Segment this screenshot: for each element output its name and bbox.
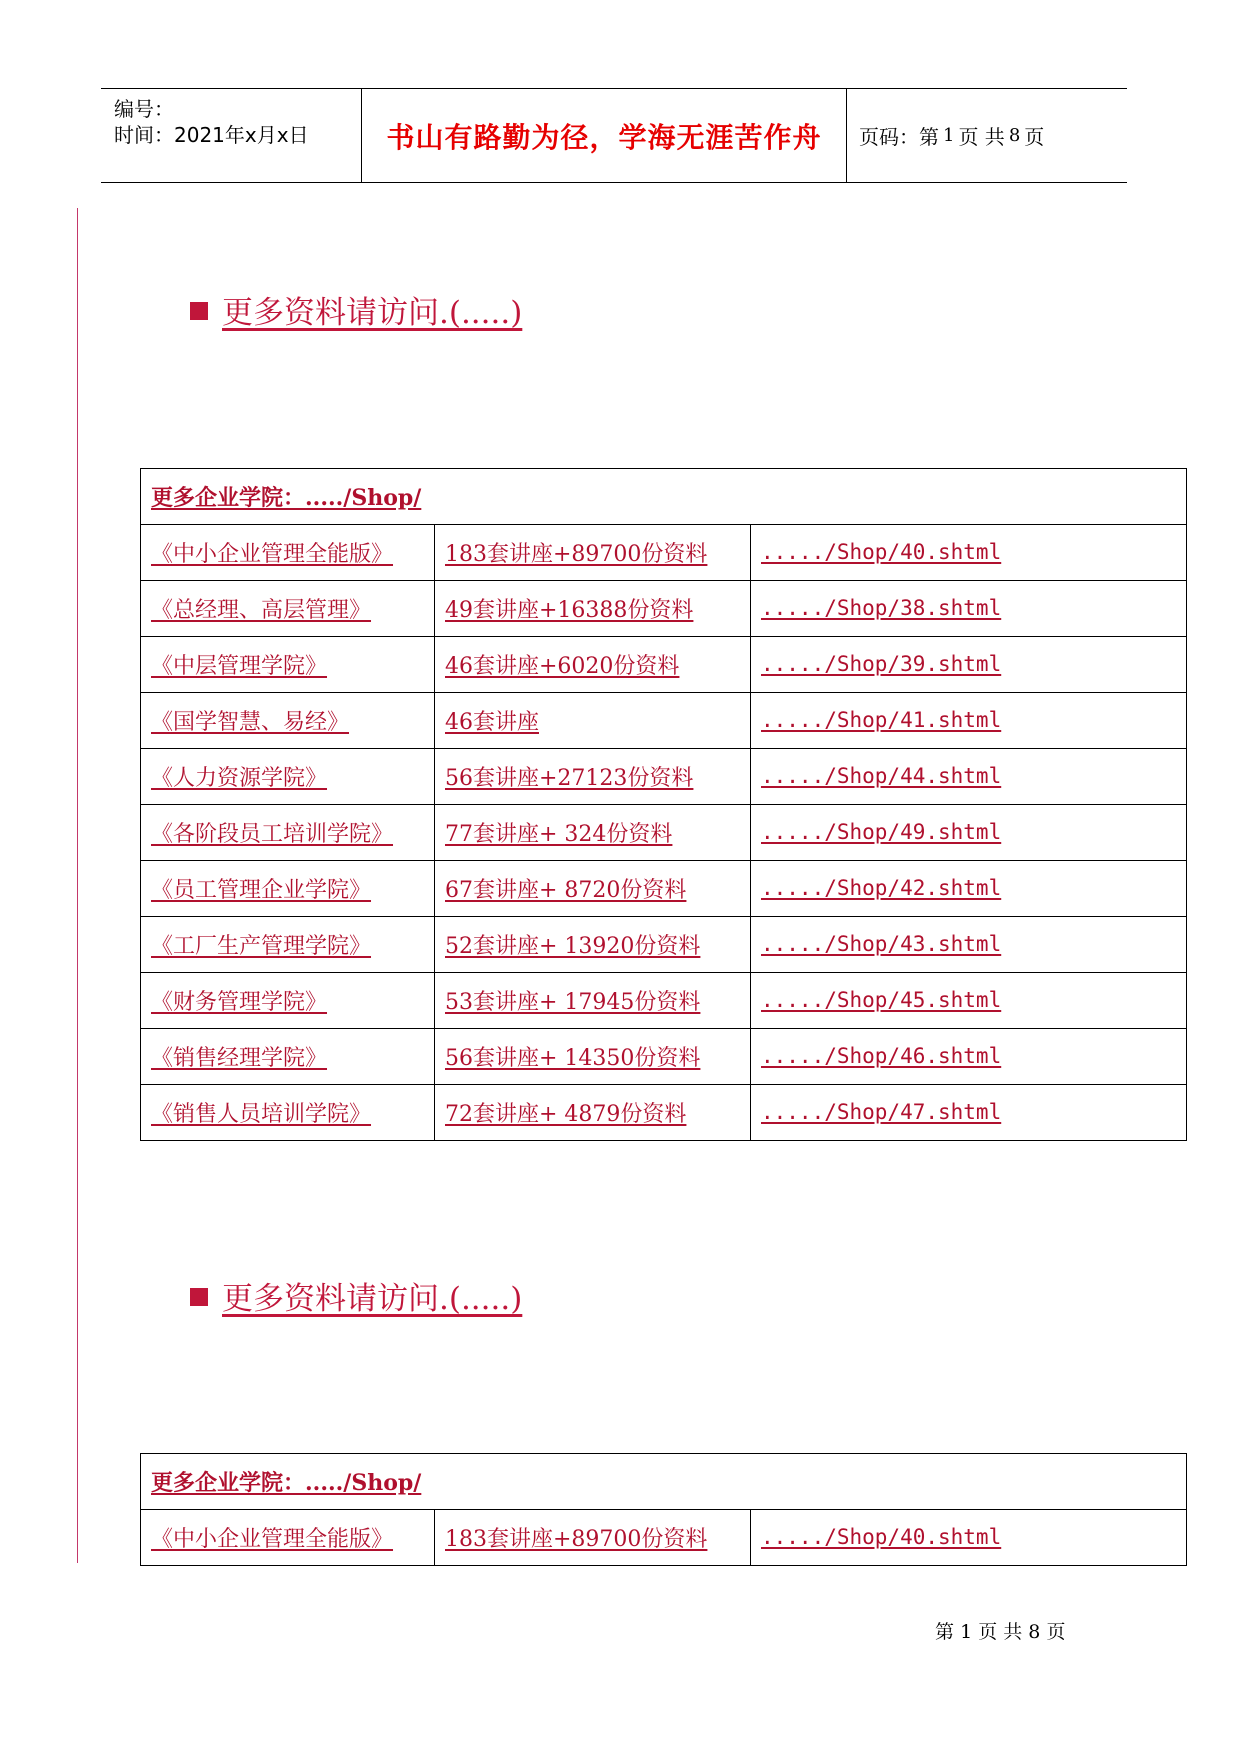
course-name-link[interactable]: 《总经理、高层管理》 — [151, 598, 372, 623]
course-name-link[interactable]: 《人力资源学院》 — [151, 766, 328, 791]
course-url-cell[interactable] — [751, 1085, 1187, 1141]
course-count-link[interactable]: 183套讲座+89700份资料 — [445, 542, 708, 567]
table-row — [141, 581, 1187, 637]
course-rows — [141, 1510, 1187, 1566]
course-name-cell[interactable] — [141, 749, 435, 805]
course-url-link[interactable]: ...../Shop/43.shtml — [761, 932, 1002, 956]
table-header-cell[interactable] — [141, 1454, 1187, 1510]
course-count-link[interactable]: 46套讲座 — [445, 710, 539, 735]
course-name-cell[interactable] — [141, 917, 435, 973]
date-label: 时间：2021年x月x日 — [114, 123, 309, 147]
course-count-link[interactable]: 72套讲座+ 4879份资料 — [445, 1102, 687, 1127]
course-name-link[interactable]: 《中小企业管理全能版》 — [151, 542, 394, 567]
table-row — [141, 637, 1187, 693]
course-count-cell[interactable] — [435, 861, 751, 917]
footer-current: 1 — [960, 1621, 973, 1643]
course-table-2 — [140, 1453, 1187, 1566]
number-label: 编号： — [114, 97, 174, 121]
course-count-cell[interactable] — [435, 917, 751, 973]
footer-mid: 页 共 — [978, 1621, 1023, 1643]
course-count-link[interactable]: 52套讲座+ 13920份资料 — [445, 934, 701, 959]
course-name-cell[interactable] — [141, 805, 435, 861]
course-url-cell[interactable] — [751, 637, 1187, 693]
course-url-cell[interactable] — [751, 1510, 1187, 1566]
course-name-link[interactable]: 《国学智慧、易经》 — [151, 710, 350, 735]
table-header-row — [141, 1454, 1187, 1510]
margin-line — [77, 208, 78, 1563]
promo-link-2[interactable] — [190, 1273, 522, 1318]
course-url-cell[interactable] — [751, 749, 1187, 805]
page-prefix: 页码：第 — [859, 125, 939, 149]
course-count-cell[interactable] — [435, 1510, 751, 1566]
table-row — [141, 1085, 1187, 1141]
course-url-link[interactable]: ...../Shop/46.shtml — [761, 1044, 1002, 1068]
table-row — [141, 973, 1187, 1029]
course-count-cell[interactable] — [435, 1029, 751, 1085]
course-url-link[interactable]: ...../Shop/47.shtml — [761, 1100, 1002, 1124]
footer-prefix: 第 — [935, 1621, 955, 1643]
course-url-cell[interactable] — [751, 805, 1187, 861]
promo-link-text[interactable]: 更多资料请访问.(.....) — [222, 1281, 523, 1317]
course-url-link[interactable]: ...../Shop/40.shtml — [761, 540, 1002, 564]
footer-suffix: 页 — [1046, 1621, 1066, 1643]
course-name-cell[interactable] — [141, 973, 435, 1029]
motto-text: 书山有路勤为径，学海无涯苦作舟 — [386, 120, 822, 154]
course-url-cell[interactable] — [751, 917, 1187, 973]
course-count-link[interactable]: 56套讲座+27123份资料 — [445, 766, 694, 791]
course-name-cell[interactable] — [141, 1510, 435, 1566]
course-name-cell[interactable] — [141, 525, 435, 581]
course-url-link[interactable]: ...../Shop/45.shtml — [761, 988, 1002, 1012]
course-url-cell[interactable] — [751, 861, 1187, 917]
table-row — [141, 805, 1187, 861]
course-count-link[interactable]: 183套讲座+89700份资料 — [445, 1527, 708, 1552]
course-count-link[interactable]: 46套讲座+6020份资料 — [445, 654, 680, 679]
course-count-cell[interactable] — [435, 1085, 751, 1141]
table-row — [141, 1029, 1187, 1085]
course-url-link[interactable]: ...../Shop/49.shtml — [761, 820, 1002, 844]
course-rows — [141, 525, 1187, 1141]
course-name-link[interactable]: 《销售人员培训学院》 — [151, 1102, 372, 1127]
footer-total: 8 — [1028, 1621, 1041, 1643]
course-count-link[interactable]: 49套讲座+16388份资料 — [445, 598, 694, 623]
course-name-cell[interactable] — [141, 637, 435, 693]
course-count-cell[interactable] — [435, 693, 751, 749]
course-count-cell[interactable] — [435, 973, 751, 1029]
course-count-cell[interactable] — [435, 805, 751, 861]
course-url-link[interactable]: ...../Shop/41.shtml — [761, 708, 1002, 732]
table-header-cell[interactable] — [141, 469, 1187, 525]
course-count-link[interactable]: 53套讲座+ 17945份资料 — [445, 990, 701, 1015]
square-bullet-icon — [190, 1288, 208, 1306]
course-name-cell[interactable] — [141, 693, 435, 749]
table-row — [141, 693, 1187, 749]
course-count-link[interactable]: 77套讲座+ 324份资料 — [445, 822, 673, 847]
document-header — [101, 88, 1127, 183]
course-url-cell[interactable] — [751, 581, 1187, 637]
header-meta-cell — [101, 89, 362, 182]
course-url-cell[interactable] — [751, 973, 1187, 1029]
course-name-cell[interactable] — [141, 861, 435, 917]
page-mid: 页 共 — [958, 125, 1005, 149]
course-name-link[interactable]: 《中小企业管理全能版》 — [151, 1527, 394, 1552]
table-row — [141, 917, 1187, 973]
course-count-link[interactable]: 67套讲座+ 8720份资料 — [445, 878, 687, 903]
table-header-link[interactable]: 更多企业学院：...../Shop/ — [151, 485, 422, 511]
course-url-cell[interactable] — [751, 1029, 1187, 1085]
course-count-cell[interactable] — [435, 525, 751, 581]
course-name-link[interactable]: 《财务管理学院》 — [151, 990, 328, 1015]
promo-link-text[interactable]: 更多资料请访问.(.....) — [222, 295, 523, 331]
course-name-cell[interactable] — [141, 1085, 435, 1141]
course-name-link[interactable]: 《工厂生产管理学院》 — [151, 934, 372, 959]
course-name-link[interactable]: 《销售经理学院》 — [151, 1046, 328, 1071]
course-url-link[interactable]: ...../Shop/39.shtml — [761, 652, 1002, 676]
course-url-cell[interactable] — [751, 693, 1187, 749]
table-header-row — [141, 469, 1187, 525]
course-url-link[interactable]: ...../Shop/44.shtml — [761, 764, 1002, 788]
course-table-1 — [140, 468, 1187, 1141]
course-url-link[interactable]: ...../Shop/42.shtml — [761, 876, 1002, 900]
table-row — [141, 749, 1187, 805]
course-count-cell[interactable] — [435, 749, 751, 805]
square-bullet-icon — [190, 302, 208, 320]
table-row — [141, 861, 1187, 917]
page-total: 8 — [1008, 125, 1021, 146]
page-suffix: 页 — [1024, 125, 1045, 149]
table-row — [141, 1510, 1187, 1566]
course-count-cell[interactable] — [435, 581, 751, 637]
course-count-cell[interactable] — [435, 637, 751, 693]
page-footer — [935, 1617, 1065, 1644]
course-count-link[interactable]: 56套讲座+ 14350份资料 — [445, 1046, 701, 1071]
course-name-cell[interactable] — [141, 1029, 435, 1085]
course-name-link[interactable]: 《各阶段员工培训学院》 — [151, 822, 394, 847]
table-header-link[interactable]: 更多企业学院：...../Shop/ — [151, 1470, 422, 1496]
course-url-link[interactable]: ...../Shop/40.shtml — [761, 1525, 1002, 1549]
header-page-cell — [847, 89, 1127, 182]
table-row — [141, 525, 1187, 581]
page-current: 1 — [943, 125, 955, 146]
course-url-cell[interactable] — [751, 525, 1187, 581]
course-name-cell[interactable] — [141, 581, 435, 637]
promo-link-1[interactable] — [190, 287, 522, 332]
course-name-link[interactable]: 《员工管理企业学院》 — [151, 878, 372, 903]
course-url-link[interactable]: ...../Shop/38.shtml — [761, 596, 1002, 620]
course-name-link[interactable]: 《中层管理学院》 — [151, 654, 328, 679]
header-motto-cell — [362, 89, 847, 182]
